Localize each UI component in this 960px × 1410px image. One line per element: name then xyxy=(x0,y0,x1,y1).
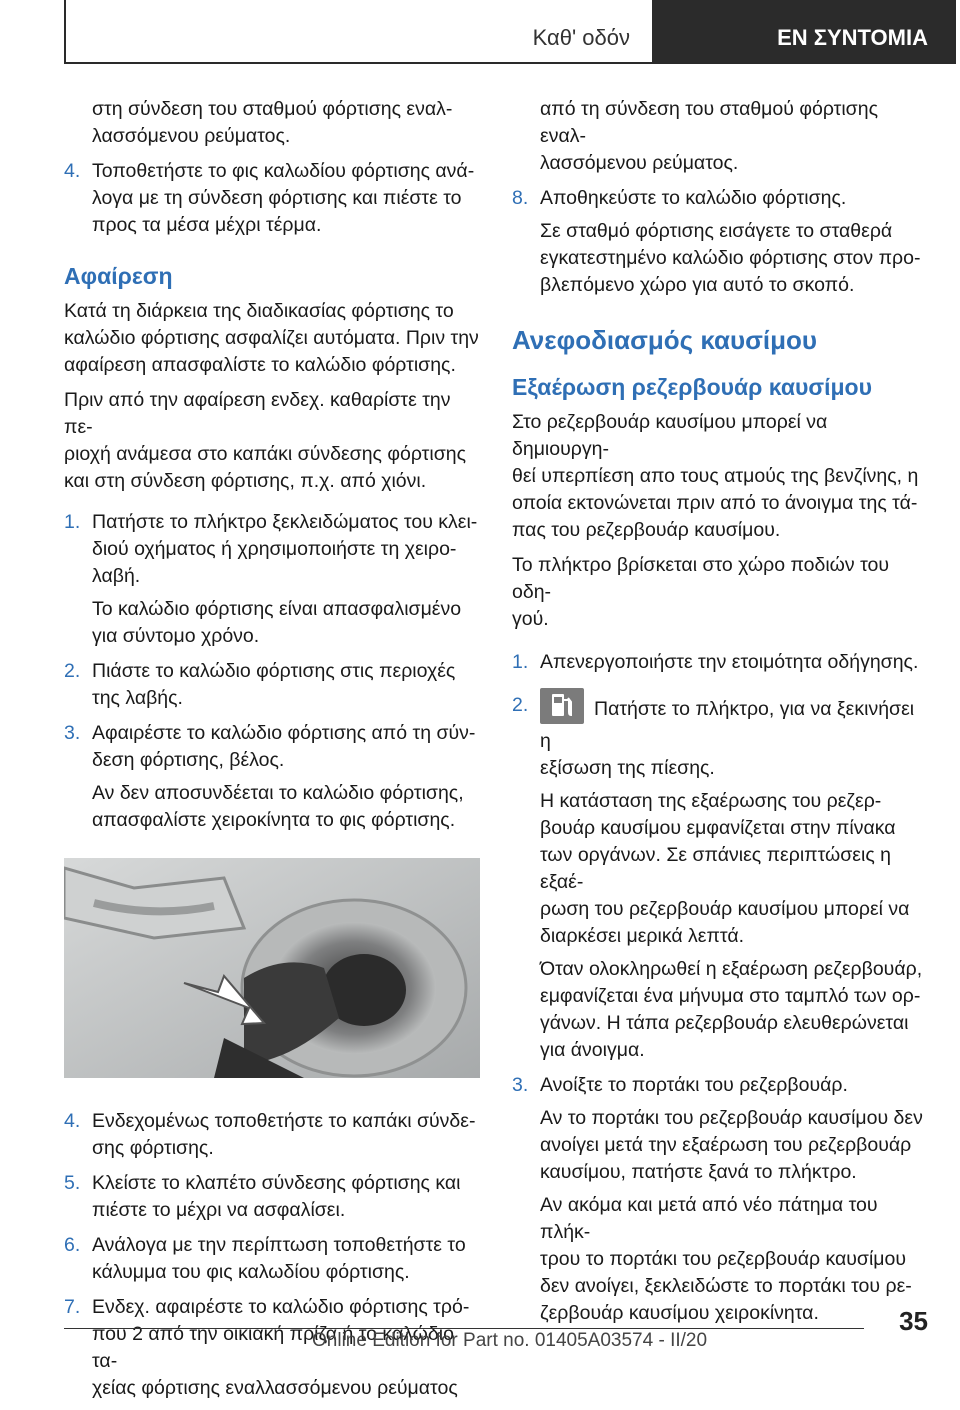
page-header xyxy=(64,0,956,64)
step-item: 8. Αποθηκεύστε το καλώδιο φόρτισης. Σε σταθμό φόρτισης εισάγετε το σταθερά εγκατεστημένο καλώδιο φόρτισης στον προ- βλεπόμενο χώρο για αυτό το σκοπό. xyxy=(512,187,921,296)
step-number: 3. xyxy=(512,1074,529,1096)
section-title: Καθ' οδόν xyxy=(532,25,630,50)
step-number: 2. xyxy=(64,660,81,682)
vent-heading: Εξαέρωση ρεζερβουάρ καυσίμου xyxy=(512,374,872,400)
step-number: 6. xyxy=(64,1234,81,1256)
step-item: 3. Αφαιρέστε το καλώδιο φόρτισης από τη σύν- δεση φόρτισης, βέλος. Αν δεν αποσυνδέεται το καλώδιο φόρτισης, απασφαλίστε χειροκίνητα το φις φόρτισης. xyxy=(64,722,476,831)
step-item: 1. Πατήστε το πλήκτρο ξεκλειδώματος του κλει- διού οχήματος ή χρησιμοποιήστε τη χειρο- λαβή. Το καλώδιο φόρτισης είναι απασφαλισμένο για σύντομο χρόνο. xyxy=(64,511,478,647)
step-number: 4. xyxy=(64,160,81,182)
continuation-text: στη σύνδεση του σταθμού φόρτισης εναλ- λασσόμενου ρεύματος. xyxy=(92,98,453,147)
continuation-text: από τη σύνδεση του σταθμού φόρτισης εναλ- λασσόμενου ρεύματος. xyxy=(540,98,878,174)
step-number: 4. xyxy=(64,1110,81,1132)
left-column xyxy=(64,96,480,1410)
fuel-pump-icon xyxy=(540,688,584,724)
charging-cable-photo xyxy=(64,858,480,1078)
edition-info: Online Edition for Part no. 01405A03574 - II/20 xyxy=(312,1330,708,1351)
step-item: 4. Ενδεχομένως τοποθετήστε το καπάκι σύνδε- σης φόρτισης. xyxy=(64,1110,476,1159)
step-number: 7. xyxy=(64,1296,81,1318)
paragraph: Πριν από την αφαίρεση ενδεχ. καθαρίστε την πε- ριοχή ανάμεσα στο καπάκι σύνδεσης φόρτισης και στη σύνδεση φόρτισης, π.χ. από χιόνι. xyxy=(64,389,466,492)
step-number: 8. xyxy=(512,187,529,209)
paragraph: Το πλήκτρο βρίσκεται στο χώρο ποδιών του οδη- γού. xyxy=(512,554,890,630)
step-number: 5. xyxy=(64,1172,81,1194)
step-number: 3. xyxy=(64,722,81,744)
step-number: 2. xyxy=(512,694,529,716)
step-item: 5. Κλείστε το κλαπέτο σύνδεσης φόρτισης και πιέστε το μέχρι να ασφαλίσει. xyxy=(64,1172,461,1221)
step-item: 7. Ενδεχ. αφαιρέστε το καλώδιο φόρτισης τρό- που 2 από την οικιακή πρίζα ή το καλώδιο τα- χείας φόρτισης εναλλασσόμενου ρεύματος xyxy=(64,1296,470,1399)
step-item: 2. Πατήστε το πλήκτρο, για να ξεκινήσει η εξίσωση της πίεσης. Η κατάσταση της εξαέρωσης του ρεζερ- βουάρ καυσίμου εμφανίζεται στην πίνακα των οργάνων. Σε σπάνιες περιπτώσεις η εξαέ- ρωση του ρεζερβουάρ καυσίμου μπορεί να διαρκέσει μερικά λεπτά. Όταν ολοκληρωθεί η εξαέρωση ρεζερβουάρ, εμφανίζεται ένα μήνυμα στο ταμπλό των ορ- γάνων. Η τάπα ρεζερβουάρ ελευθερώνεται για άνοιγμα. xyxy=(512,692,928,1064)
removal-heading: Αφαίρεση xyxy=(64,263,173,289)
right-column xyxy=(512,96,928,1335)
step-number: 1. xyxy=(512,651,529,673)
refuel-heading: Ανεφοδιασμός καυσίμου xyxy=(512,325,818,355)
chapter-title: ΕΝ ΣΥΝΤΟΜΙΑ xyxy=(652,0,954,62)
step-item: 3. Ανοίξτε το πορτάκι του ρεζερβουάρ. Αν το πορτάκι του ρεζερβουάρ καυσίμου δεν ανοίγει μετά την εξαέρωση του ρεζερβουάρ καυσίμου, πατήστε ξανά το πλήκτρο. Αν ακόμα και μετά από νέο πάτημα του πλήκ- τρου το πορτάκι του ρεζερβουάρ καυσίμου δεν ανοίγει, ξεκλειδώστε το πορτάκι του ρε- ζερβουάρ καυσίμου χειροκίνητα. xyxy=(512,1074,923,1324)
footer-divider xyxy=(64,1328,864,1329)
paragraph: Στο ρεζερβουάρ καυσίμου μπορεί να δημιουργη- θεί υπερπίεση απο τους ατμούς της βενζίνης, η οποία εκτονώνεται πριν από το άνοιγμα της τά- πας του ρεζερβουάρ καυσίμου. xyxy=(512,411,919,541)
step-item: 2. Πιάστε το καλώδιο φόρτισης στις περιοχές της λαβής. xyxy=(64,660,456,709)
page-number: 35 xyxy=(899,1306,928,1336)
step-item: 1. Απενεργοποιήστε την ετοιμότητα οδήγησης. xyxy=(512,649,928,676)
step-number: 1. xyxy=(64,511,81,533)
step-item: 6. Ανάλογα με την περίπτωση τοποθετήστε το κάλυμμα του φις καλωδίου φόρτισης. xyxy=(64,1234,466,1283)
paragraph: Κατά τη διάρκεια της διαδικασίας φόρτισης το καλώδιο φόρτισης ασφαλίζει αυτόματα. Πριν την αφαίρεση απασφαλίστε το καλώδιο φόρτισης. xyxy=(64,300,479,376)
step-item: 4. Τοποθετήστε το φις καλωδίου φόρτισης ανά- λογα με τη σύνδεση φόρτισης και πιέστε το προς τα μέσα μέχρι τέρμα. xyxy=(64,160,475,236)
